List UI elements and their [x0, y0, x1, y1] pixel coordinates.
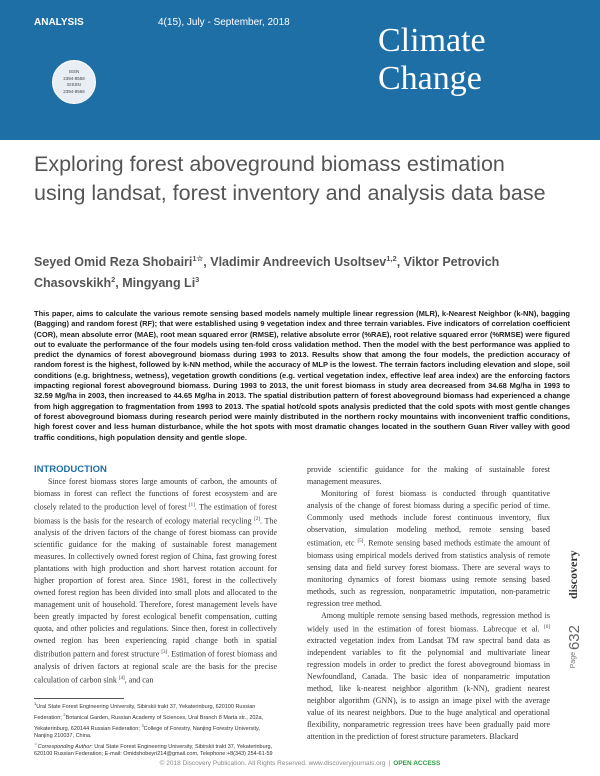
author-affiliation: 2 [111, 275, 116, 285]
copyright: © 2018 Discovery Publication. All Rights Reserved. www.discoveryjournals.org [159, 760, 386, 767]
author-separator: , [115, 276, 123, 291]
author-name: Seyed Omid Reza Shobairi [34, 255, 193, 270]
open-access-badge: OPEN ACCESS [393, 760, 441, 767]
abstract: This paper, aims to calculate the various remote sensing based models namely multiple linear regression (MLR), k-Nearest Neighbor (k-NN), bagging (Bagging) and random forest (RF); that were established using 9 vegetation index and three terrain variables. Five indicators of correlation coefficient (COR), mean absolute error (MAE), root mean squared error (RMSE), relative absolute error (%RAE), root relative squared error (%RMSE) were figured out to evaluate the performance of the four models using ten-fold cross validation method. Then the model with the best performance was applied to predict the dynamics of forest aboveground biomass during 1993 to 2013. Results show that among the four models, the prediction accuracy of random forest is the highest, followed by k-NN method, while the accuracy of MLP is the lowest. The terrain factors including elevation and slope, soil conditions (e.g. brightness, wetness), vegetation growth conditions (e.g. vertical vegetation index, effective leaf area index) are the enforcing factors impacting regional forest aboveground biomass. During 1993 to 2013, the unit forest biomass in study area decreased from 34.68 Mg/ha in 1993 to 32.59 Mg/ha in 2003, then increased to 44.65 Mg/ha in 2013. The spatial distribution pattern of forest aboveground biomass had experienced a change from high aggregation to fragmentation from 1993 to 2013. The spatial hot/cold spots analysis predicted that the cold spots with most gentle changes of forest aboveground biomass during research period were mainly distributed in the northern rocky mountains with inconvenient traffic conditions, high forest cover and less human disturbance, while the hot spots with most dramatic changes located in the southern Guan River valley with good traffic conditions, high population density and gentle slope. [34, 309, 570, 442]
text-run: . Estimation of forest biomass and analysis of driven factors at regional scale are the basis for the precise calculation of carbon sink [34, 649, 277, 685]
text-run: Monitoring of forest biomass is conducted through quantitative analysis of the change of forest biomass during a specific period of time. Commonly used methods include forest continuous inventory, flux observation, simulation modeling method, remote sensing based estimation, etc [307, 489, 550, 548]
section-heading-introduction: INTRODUCTION [34, 464, 107, 475]
citation: [5] [357, 539, 364, 544]
page-label: Page [570, 652, 577, 669]
issn-label: ISSN [68, 69, 80, 74]
footnote-marker: 3 [141, 723, 144, 729]
paragraph [34, 476, 277, 687]
journal-title [378, 22, 486, 98]
citation: [3] [161, 650, 168, 656]
journal-header [0, 0, 600, 140]
page-footer [0, 760, 600, 767]
section-label: ANALYSIS [34, 17, 84, 28]
author-name: Viktor Petrovich Chasovskikh [34, 255, 500, 291]
footnote-marker: 2 [63, 712, 66, 718]
issn-number: 2394-8558 [63, 75, 85, 81]
journal-title-line2: Change [378, 60, 482, 97]
text-run: . The estimation of forest biomass is the basis for the research of ecology material recycling [34, 502, 277, 526]
author-separator: , [203, 255, 211, 270]
footnote-marker: 1 [34, 701, 37, 706]
author-affiliation: 3 [195, 275, 200, 285]
text-run: , and can [124, 675, 154, 685]
paragraph [307, 610, 550, 744]
citation: [1] [188, 503, 195, 508]
text-run: extracted vegetation index from Landsat TM raw spectral band data as independent variables to fit the polynomial and multivariate linear regression models in order to predict the forest aboveground biomass in Newfoundland, Canada. The basic idea of nonparametric imputation method, like k-nearest neighbor algorithm (k-NN), gradient nearest neighbor algorithm (GNN), is to assign an image pixel with the average value of its nearest neighbors. Due to the huge analytical and operational flexibility, nonparametric regression trees have been gradually paid more attention in the prediction of forest structure parameters. Blackard [307, 636, 550, 742]
paragraph [307, 488, 550, 610]
author-name: Mingyang Li [122, 276, 196, 291]
page-number: 632 [566, 625, 583, 651]
author-name: Vladimir Andreevich Usoltsev [210, 255, 387, 270]
discovery-logo: discovery [566, 550, 580, 600]
footnote-marker: ☆ [34, 741, 38, 747]
issue-info: 4(15), July - September, 2018 [158, 17, 290, 28]
author-affiliation: 1☆ [192, 254, 204, 263]
author-separator: , [396, 255, 404, 270]
article-title: Exploring forest aboveground biomass estimation using landsat, forest inventory and analysis data base [34, 152, 546, 205]
left-column-text [34, 476, 277, 699]
paragraph: provide scientific guidance for the making of sustainable forest management measures. [307, 465, 550, 486]
issn-badge [52, 60, 96, 104]
text-run: . The analysis of the driven factors of the change of forest biomass can provide scientific guidance for the making of sustainable forest management measures. In collectively owned forest region of China, fast growing forest plantations with high production and short harvest rotation account for higher proportion of forest area. Since 1981, forest in the collectively owned forest region has been divided into small plots and allocated to the management unit of household. Therefore, forest management levels have been greatly impacted by forest ecological benefit compensation, cutting quota, and other policies and regulations. Since then, forest in collectively owned region has been experiencing rapid change both in spatial distribution pattern and forest structure [34, 516, 277, 659]
affiliation-text: Ural State Forest Engineering University, Sibirskii trakt 37, Yekaterinburg, 620100 Russian Federation; [34, 703, 256, 721]
citation: [4] [118, 675, 125, 681]
text-run: Since forest biomass stores large amounts of carbon, the amounts of biomass in forest can reflect the functions of forest ecosystem and are closely related to the production level of forest [34, 477, 277, 512]
eissn-label: EISSN [67, 82, 81, 87]
footer-separator: | [388, 760, 391, 767]
author-affiliation: 1,2 [386, 254, 397, 263]
corresponding-author-text: : Ural State Forest Engineering University, Sibirskii trakt 37, Yekaterinburg, 620100 Russian Federation; E-mail: Omidshobeyri214@gmail.com, Telephone:+8(343) 254-61-59 [34, 744, 273, 758]
text-run: Among multiple remote sensing based methods, regression method is widely used in the estimation of forest biomass. Labrecque et al. [307, 610, 550, 634]
affiliations [34, 700, 279, 740]
affiliation-text: Botanical Garden, Russian Academy of Sciences, Ural Branch 8 Marta str., 202a, Yekaterinburg, 620144 Russian Federation; [34, 714, 264, 732]
journal-title-line1: Climate [378, 22, 486, 59]
corresponding-author [34, 740, 279, 758]
citation: [6] [544, 624, 550, 630]
corresponding-author-label: Corresponding Author [37, 744, 92, 751]
text-run: . Remote sensing based methods estimate the amount of biomass using empirical models derived from statistics analysis of remote sensing data and field survey forest biomass. There are several ways to monitoring dynamics of forest biomass using remote sensing based methods, such as regression, nonparametric imputation, non-parametric regression tree method. [307, 538, 551, 608]
citation: [2] [254, 516, 261, 522]
affiliation-text: College of Forestry, Nanjing Forestry University, Nanjing 210037, China. [34, 725, 260, 740]
right-column-text [307, 464, 551, 742]
eissn-number: 2394-8566 [63, 88, 85, 94]
author-list [34, 250, 554, 292]
footnotes [34, 700, 279, 758]
footnote-divider [34, 698, 124, 699]
